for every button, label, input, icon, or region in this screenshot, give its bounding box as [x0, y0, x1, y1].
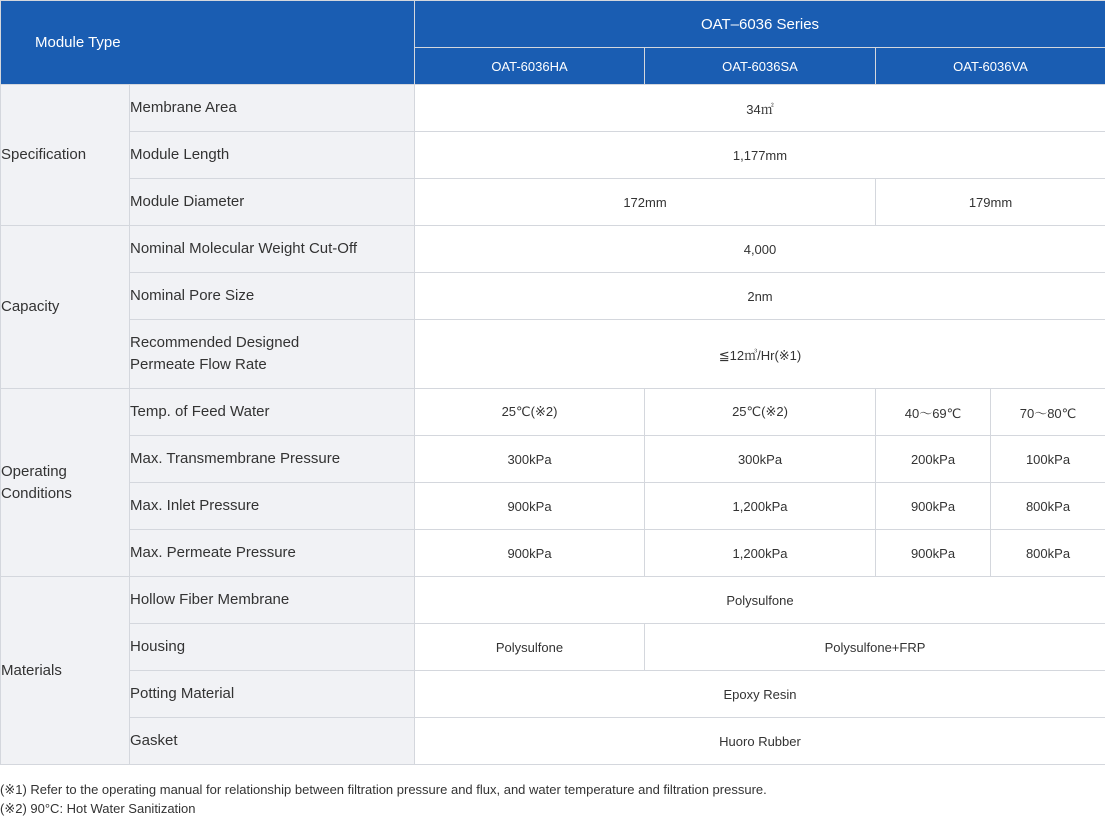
- value-cell: 300kPa: [645, 436, 876, 483]
- value-cell: 2nm: [415, 273, 1105, 320]
- table-row: [1, 273, 1105, 320]
- value-cell: Epoxy Resin: [415, 671, 1105, 718]
- category-materials: Materials: [1, 577, 130, 765]
- row-label: Max. Inlet Pressure: [130, 483, 415, 530]
- table-row: [1, 436, 1105, 483]
- value-cell: 1,200kPa: [645, 530, 876, 577]
- value-cell: 800kPa: [991, 530, 1105, 577]
- module-type-header: Module Type: [1, 1, 415, 85]
- row-label: Module Diameter: [130, 179, 415, 226]
- value-cell: 900kPa: [415, 483, 645, 530]
- category-specification: Specification: [1, 85, 130, 226]
- table-row: [1, 718, 1105, 765]
- footnote-1: (※1) Refer to the operating manual for relationship between filtration pressure and flux, and water temperature and filtration pressure.: [0, 780, 767, 799]
- table-row: [1, 671, 1105, 718]
- row-label: Nominal Molecular Weight Cut-Off: [130, 226, 415, 273]
- value-cell: 300kPa: [415, 436, 645, 483]
- table-row: [1, 132, 1105, 179]
- table-row: [1, 85, 1105, 132]
- category-line: Operating: [1, 461, 129, 483]
- category-line: Conditions: [1, 483, 129, 505]
- value-cell: ≦12㎥/Hr(※1): [415, 320, 1105, 389]
- model-header-va: OAT-6036VA: [876, 48, 1105, 85]
- row-label: Temp. of Feed Water: [130, 389, 415, 436]
- row-label: Module Length: [130, 132, 415, 179]
- row-label: Housing: [130, 624, 415, 671]
- value-cell: 800kPa: [991, 483, 1105, 530]
- value-cell: Polysulfone: [415, 577, 1105, 624]
- model-header-sa: OAT-6036SA: [645, 48, 876, 85]
- value-cell: 1,177mm: [415, 132, 1105, 179]
- row-label: Max. Transmembrane Pressure: [130, 436, 415, 483]
- table-row: [1, 483, 1105, 530]
- table-row: [1, 179, 1105, 226]
- value-cell: 172mm: [415, 179, 876, 226]
- row-label-line: Permeate Flow Rate: [130, 354, 414, 376]
- row-label: Gasket: [130, 718, 415, 765]
- category-operating-conditions: [1, 389, 130, 577]
- row-label: Membrane Area: [130, 85, 415, 132]
- value-cell: 4,000: [415, 226, 1105, 273]
- table-row: [1, 389, 1105, 436]
- row-label: Hollow Fiber Membrane: [130, 577, 415, 624]
- value-cell: 900kPa: [876, 530, 991, 577]
- value-cell: Huoro Rubber: [415, 718, 1105, 765]
- value-cell: 25℃(※2): [415, 389, 645, 436]
- row-label-line: Recommended Designed: [130, 332, 414, 354]
- row-label: [130, 320, 415, 389]
- footnotes: [0, 780, 767, 818]
- table-row: [1, 320, 1105, 389]
- value-cell: 34㎡: [415, 85, 1105, 132]
- footnote-2: (※2) 90°C: Hot Water Sanitization: [0, 799, 767, 818]
- table-row: [1, 530, 1105, 577]
- value-cell: 100kPa: [991, 436, 1105, 483]
- value-cell: 900kPa: [876, 483, 991, 530]
- value-cell: 40〜69℃: [876, 389, 991, 436]
- category-capacity: Capacity: [1, 226, 130, 389]
- table-row: [1, 226, 1105, 273]
- series-header: OAT–6036 Series: [415, 1, 1105, 48]
- value-cell: 1,200kPa: [645, 483, 876, 530]
- row-label: Potting Material: [130, 671, 415, 718]
- model-header-ha: OAT-6036HA: [415, 48, 645, 85]
- value-cell: 179mm: [876, 179, 1105, 226]
- value-cell: Polysulfone+FRP: [645, 624, 1105, 671]
- row-label: Max. Permeate Pressure: [130, 530, 415, 577]
- row-label: Nominal Pore Size: [130, 273, 415, 320]
- value-cell: Polysulfone: [415, 624, 645, 671]
- value-cell: 200kPa: [876, 436, 991, 483]
- table-row: [1, 624, 1105, 671]
- value-cell: 70〜80℃: [991, 389, 1105, 436]
- value-cell: 25℃(※2): [645, 389, 876, 436]
- value-cell: 900kPa: [415, 530, 645, 577]
- table-row: [1, 577, 1105, 624]
